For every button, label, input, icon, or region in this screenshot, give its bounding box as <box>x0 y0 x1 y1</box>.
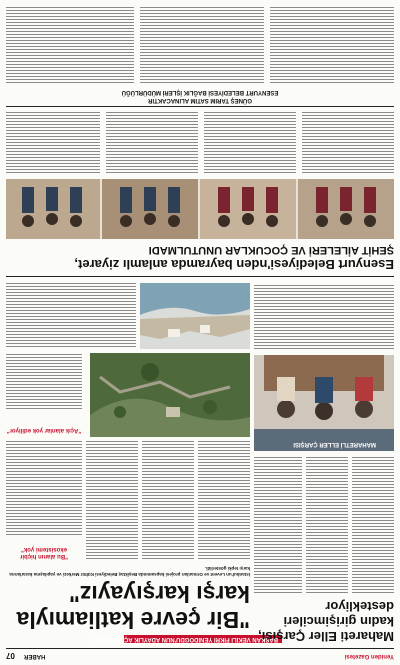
text-column <box>106 111 198 175</box>
page-number: 07 <box>6 651 15 660</box>
feature-photos <box>6 179 394 239</box>
aerial-photo <box>90 353 250 437</box>
text-column <box>6 353 82 411</box>
page-header <box>6 648 394 661</box>
text-column <box>86 441 138 561</box>
coastal-photo <box>140 283 250 349</box>
market-sign: MAHARETLİ ELLER ÇARŞISI <box>293 441 376 447</box>
notice-text <box>140 7 264 85</box>
market-photo <box>254 355 394 451</box>
text-column <box>6 441 82 537</box>
section-label: HABER <box>24 653 46 659</box>
text-column <box>302 111 394 175</box>
pull-quote: "Açık alanlar yok ediliyor" <box>6 427 82 433</box>
text-column <box>306 455 348 595</box>
top-story-headline-1: "Bir çevre katliamıyla <box>16 607 250 633</box>
notice-title: GÜNEŞ TARIM SATIM ALINACAKTIR <box>148 97 252 103</box>
top-story-lead: İstanbul'un Levent ve Ormanları projesi kapsamında Beşiktaş Belediyesi Kültür Merkezi ve yapılaşma kararlarına karşı tepki gösterildi. <box>9 566 250 577</box>
notice-text <box>6 7 134 85</box>
top-story-headline-2: karşı karşıyayız" <box>69 581 250 607</box>
feature-headline-2: ŞEHİT AİLELERİ VE ÇOCUKLAR UNUTULMADI <box>148 244 394 256</box>
text-column <box>254 283 394 351</box>
text-column <box>198 441 250 561</box>
text-column <box>352 455 394 595</box>
feature-headline-1: Esenyurt Belediyesi'nden bayramda anlamlı ziyaret, <box>74 257 394 272</box>
second-story-headline-1: Mahareti Eller Çarşısı, <box>258 629 394 644</box>
top-story-banner: BAŞKAN VEKİLİ FİKRİ YENİDOĞDU'NUN ADAYLIK AÇIKLAMASI <box>124 635 282 643</box>
text-column <box>142 441 194 561</box>
text-column <box>204 111 296 175</box>
pull-quote: "Bu alanın hiçbir ekosistemi yok" <box>20 546 68 559</box>
text-column <box>254 455 302 595</box>
notice-text <box>270 7 394 85</box>
brand-logo: Yeniden Gazetesi <box>344 653 394 659</box>
section-divider <box>6 276 394 277</box>
notice-divider <box>6 106 394 107</box>
text-column <box>6 283 136 349</box>
second-story-headline-3: destekliyor <box>325 599 394 614</box>
notice-subtitle: ESENYURT BELEDİYESİ BAĞLIK İŞLERİ MÜDÜRLÜĞÜ <box>121 89 279 95</box>
text-column <box>6 111 100 175</box>
second-story-headline-2: kadın girişimcileri <box>283 614 394 629</box>
